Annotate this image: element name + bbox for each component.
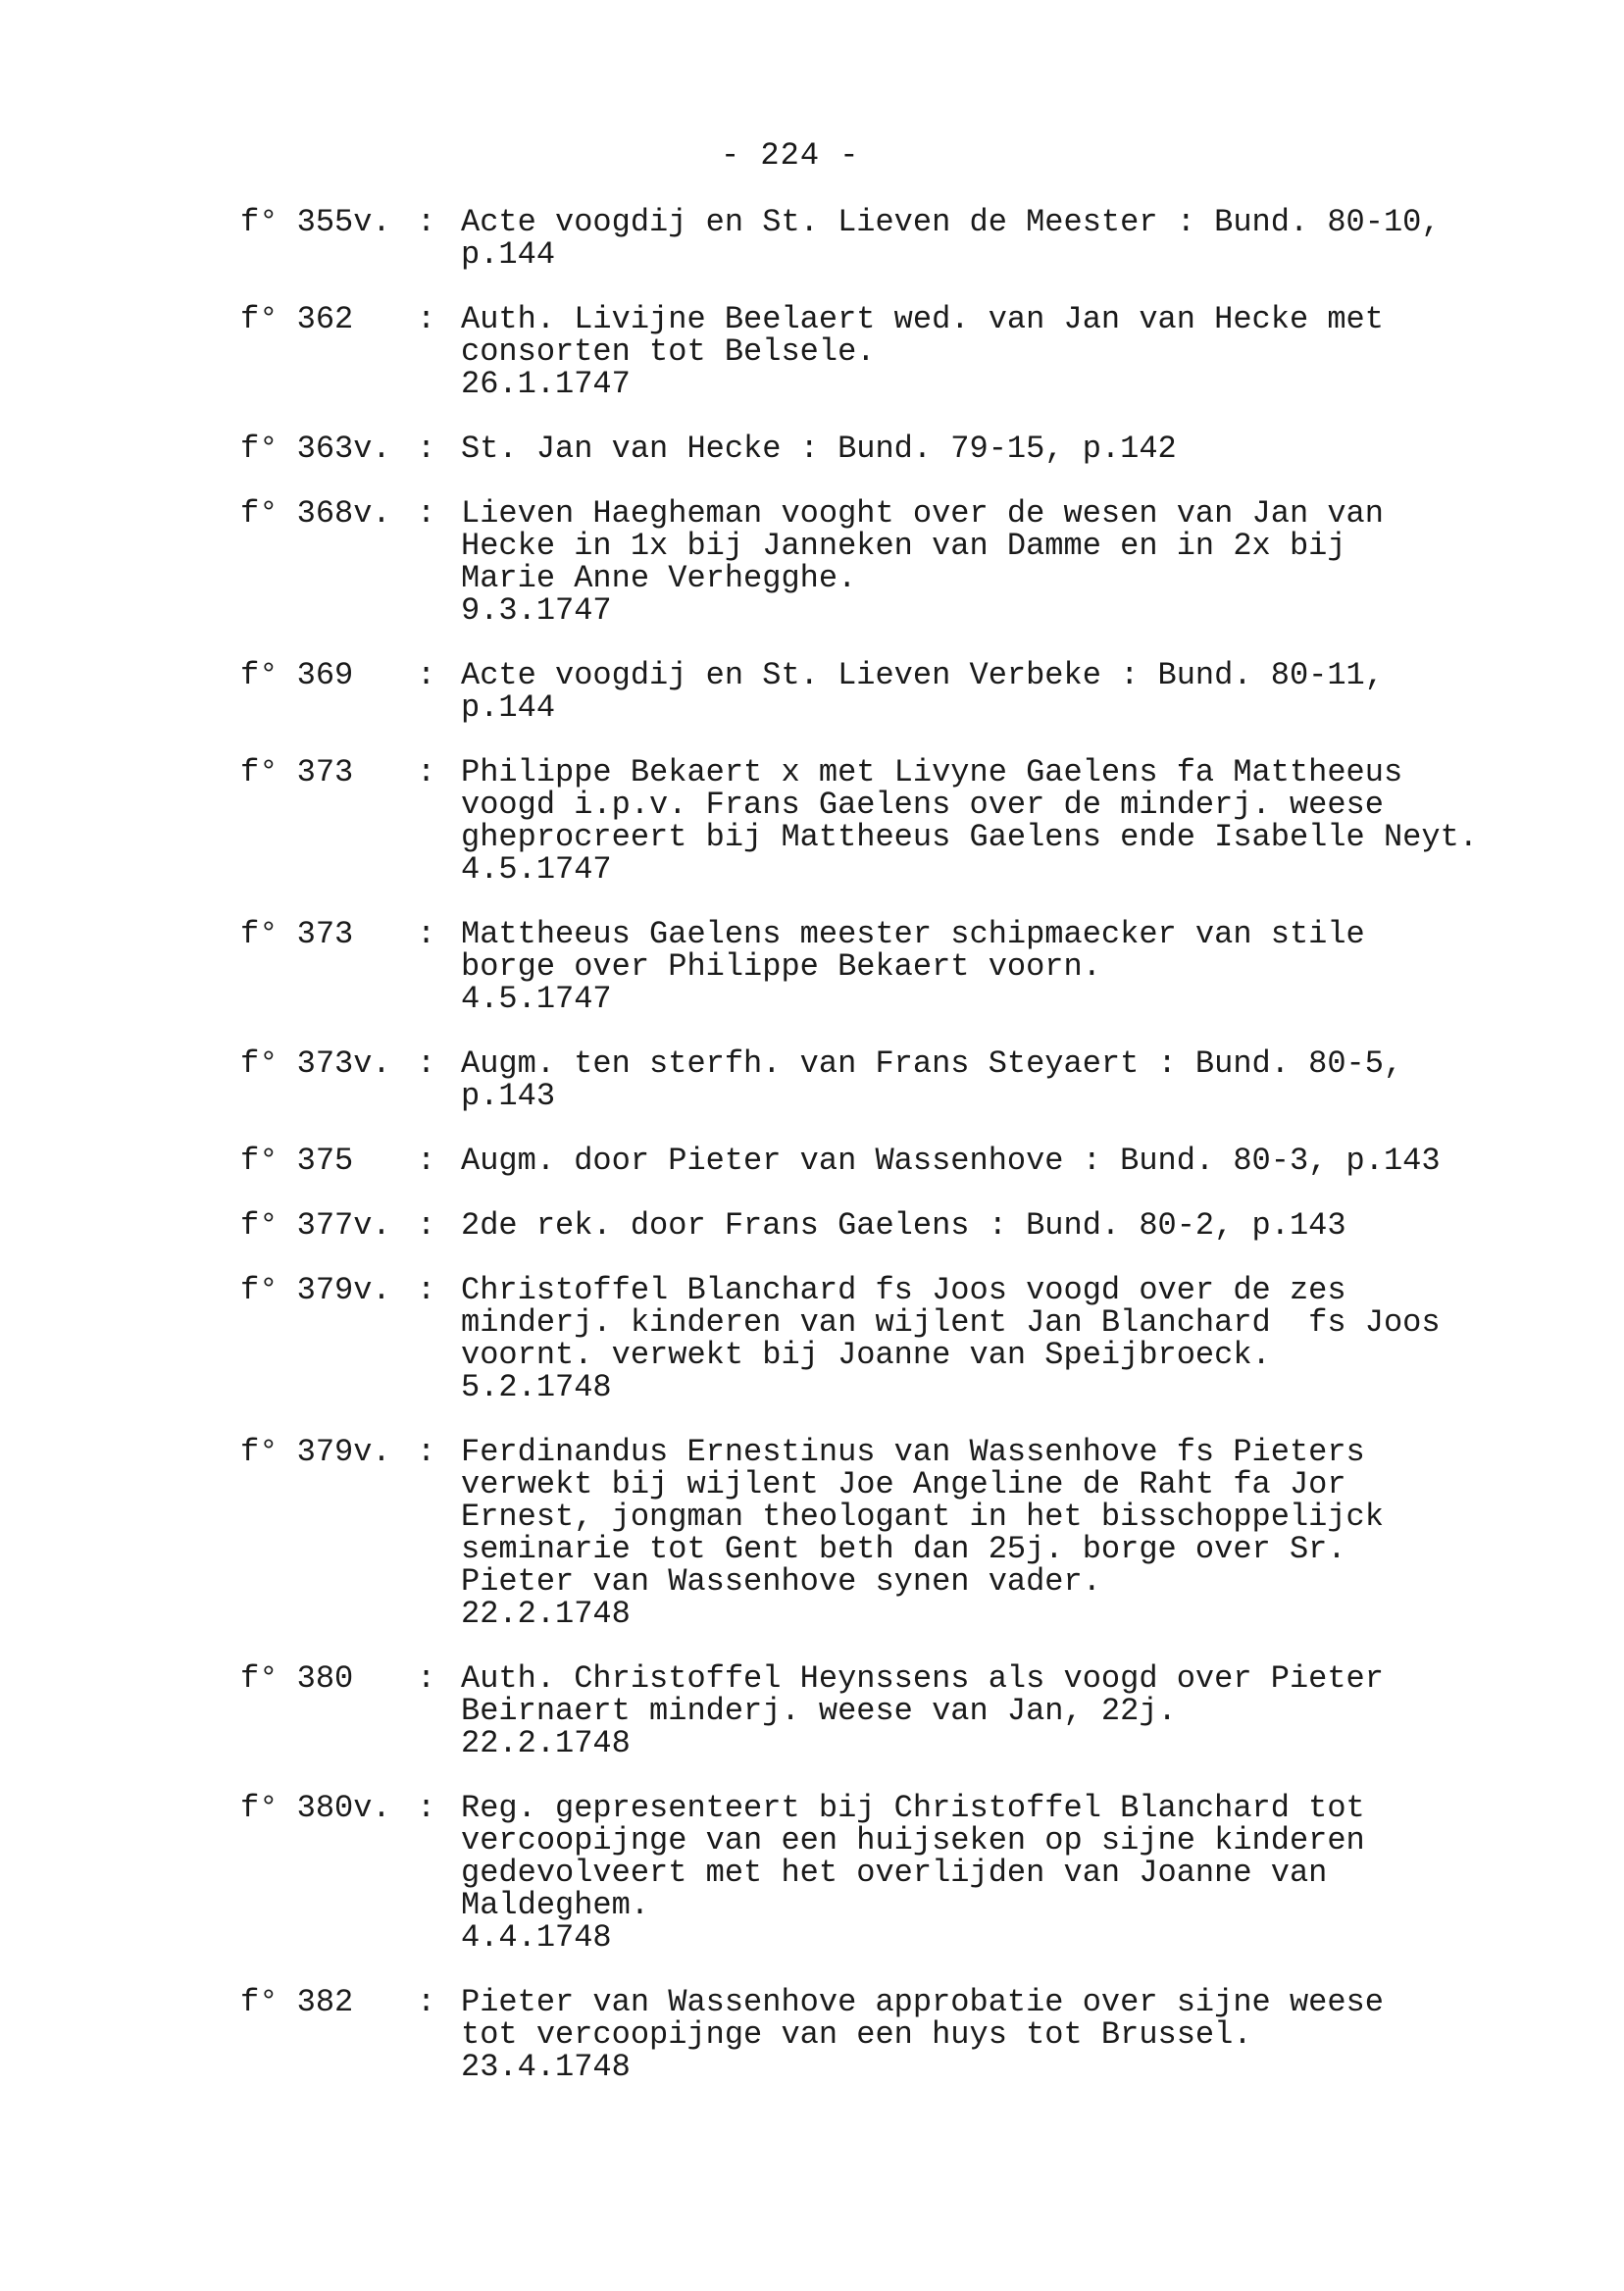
entry-line: p.143 xyxy=(461,1078,556,1114)
folio-reference: f° 373 xyxy=(240,754,354,790)
folio-separator: : xyxy=(417,1207,436,1244)
entry-line: Augm. ten sterfh. van Frans Steyaert : Bund. 80-5, xyxy=(461,1045,1403,1082)
register-entry xyxy=(240,433,1476,465)
page-number: - 224 - xyxy=(721,137,860,174)
folio-separator: : xyxy=(417,1143,436,1179)
entry-line: Auth. Livijne Beelaert wed. van Jan van Hecke met xyxy=(461,301,1384,337)
entry-line: tot vercoopijnge van een huys tot Brussel. xyxy=(461,2016,1252,2053)
entry-body xyxy=(461,659,1476,724)
entry-line: Auth. Christoffel Heynssens als voogd over Pieter xyxy=(461,1660,1384,1697)
entry-line: seminarie tot Gent beth dan 25j. borge over Sr. xyxy=(461,1531,1346,1567)
register-entry xyxy=(240,1436,1476,1630)
entry-line: borge over Philippe Bekaert voorn. xyxy=(461,948,1101,985)
entry-line: Hecke in 1x bij Janneken van Damme en in 2x bij xyxy=(461,528,1346,564)
entry-body xyxy=(461,433,1476,465)
entry-line: St. Jan van Hecke : Bund. 79-15, p.142 xyxy=(461,431,1177,467)
entry-body xyxy=(461,918,1476,1015)
entry-body xyxy=(461,1792,1476,1954)
entry-line: p.144 xyxy=(461,689,556,726)
register-entry xyxy=(240,1274,1476,1403)
entry-line: gedevolveert met het overlijden van Joanne van xyxy=(461,1855,1328,1891)
folio-reference: f° 368v. xyxy=(240,495,391,532)
folio-separator: : xyxy=(417,1984,436,2020)
folio-separator: : xyxy=(417,754,436,790)
register-entry xyxy=(240,1209,1476,1242)
entry-line: Maldeghem. xyxy=(461,1887,650,1923)
folio-separator: : xyxy=(417,657,436,693)
entry-body xyxy=(461,756,1478,886)
entry-line: Ferdinandus Ernestinus van Wassenhove fs Pieters xyxy=(461,1434,1365,1470)
folio-reference: f° 382 xyxy=(240,1984,354,2020)
entry-line: consorten tot Belsele. xyxy=(461,333,876,370)
entry-line: Augm. door Pieter van Wassenhove : Bund. 80-3, p.143 xyxy=(461,1143,1441,1179)
entry-line: Mattheeus Gaelens meester schipmaecker van stile xyxy=(461,916,1365,952)
entry-body xyxy=(461,1209,1476,1242)
register-entry xyxy=(240,1792,1476,1954)
folio-reference: f° 379v. xyxy=(240,1272,391,1308)
folio-reference: f° 375 xyxy=(240,1143,354,1179)
folio-reference: f° 380 xyxy=(240,1660,354,1697)
entry-line: 23.4.1748 xyxy=(461,2049,631,2085)
folio-separator: : xyxy=(417,431,436,467)
folio-separator: : xyxy=(417,916,436,952)
entry-line: 2de rek. door Frans Gaelens : Bund. 80-2, p.143 xyxy=(461,1207,1346,1244)
entry-line: Ernest, jongman theologant in het bisschoppelijck xyxy=(461,1499,1384,1535)
entry-line: 5.2.1748 xyxy=(461,1369,612,1405)
folio-reference: f° 377v. xyxy=(240,1207,391,1244)
folio-separator: : xyxy=(417,204,436,240)
entry-body xyxy=(461,1047,1476,1112)
entry-line: Acte voogdij en St. Lieven de Meester : Bund. 80-10, xyxy=(461,204,1441,240)
folio-separator: : xyxy=(417,1790,436,1826)
entry-line: Philippe Bekaert x met Livyne Gaelens fa Mattheeus xyxy=(461,754,1403,790)
entry-line: Pieter van Wassenhove approbatie over sijne weese xyxy=(461,1984,1384,2020)
register-entry xyxy=(240,1047,1476,1112)
folio-separator: : xyxy=(417,1045,436,1082)
entry-line: verwekt bij wijlent Joe Angeline de Raht fa Jor xyxy=(461,1466,1346,1502)
entry-line: 4.5.1747 xyxy=(461,851,612,888)
entry-line: 26.1.1747 xyxy=(461,366,631,402)
entry-body xyxy=(461,206,1476,271)
entry-line: 4.4.1748 xyxy=(461,1919,612,1956)
folio-reference: f° 373 xyxy=(240,916,354,952)
entry-line: Christoffel Blanchard fs Joos voogd over de zes xyxy=(461,1272,1346,1308)
folio-reference: f° 380v. xyxy=(240,1790,391,1826)
folio-reference: f° 362 xyxy=(240,301,354,337)
entry-line: Acte voogdij en St. Lieven Verbeke : Bund. 80-11, xyxy=(461,657,1384,693)
register-entry xyxy=(240,1662,1476,1759)
entry-line: Pieter van Wassenhove synen vader. xyxy=(461,1563,1101,1600)
register-entry xyxy=(240,918,1476,1015)
register-entry xyxy=(240,756,1476,886)
folio-separator: : xyxy=(417,301,436,337)
folio-reference: f° 355v. xyxy=(240,204,391,240)
folio-separator: : xyxy=(417,1272,436,1308)
entry-line: Lieven Haegheman vooght over de wesen van Jan van xyxy=(461,495,1384,532)
entry-list xyxy=(240,206,1476,2115)
entry-line: 22.2.1748 xyxy=(461,1725,631,1761)
folio-reference: f° 373v. xyxy=(240,1045,391,1082)
folio-reference: f° 363v. xyxy=(240,431,391,467)
entry-line: voogd i.p.v. Frans Gaelens over de minderj. weese xyxy=(461,787,1384,823)
entry-line: Reg. gepresenteert bij Christoffel Blanchard tot xyxy=(461,1790,1365,1826)
entry-body xyxy=(461,1145,1476,1177)
register-entry xyxy=(240,497,1476,627)
register-entry xyxy=(240,303,1476,400)
entry-line: p.144 xyxy=(461,236,556,273)
folio-separator: : xyxy=(417,1434,436,1470)
register-entry xyxy=(240,659,1476,724)
register-entry xyxy=(240,1145,1476,1177)
folio-reference: f° 379v. xyxy=(240,1434,391,1470)
entry-body xyxy=(461,1436,1476,1630)
register-entry xyxy=(240,206,1476,271)
entry-line: 9.3.1747 xyxy=(461,592,612,629)
entry-line: Marie Anne Verhegghe. xyxy=(461,560,857,596)
entry-line: gheprocreert bij Mattheeus Gaelens ende Isabelle Neyt. xyxy=(461,819,1478,855)
entry-body xyxy=(461,1986,1476,2083)
entry-line: 22.2.1748 xyxy=(461,1596,631,1632)
entry-line: voornt. verwekt bij Joanne van Speijbroeck. xyxy=(461,1337,1271,1373)
entry-body xyxy=(461,1274,1476,1403)
entry-body xyxy=(461,1662,1476,1759)
entry-body xyxy=(461,497,1476,627)
entry-body xyxy=(461,303,1476,400)
folio-separator: : xyxy=(417,1660,436,1697)
entry-line: minderj. kinderen van wijlent Jan Blanchard fs Joos xyxy=(461,1304,1441,1341)
entry-line: 4.5.1747 xyxy=(461,981,612,1017)
register-entry xyxy=(240,1986,1476,2083)
entry-line: Beirnaert minderj. weese van Jan, 22j. xyxy=(461,1693,1177,1729)
folio-reference: f° 369 xyxy=(240,657,354,693)
folio-separator: : xyxy=(417,495,436,532)
entry-line: vercoopijnge van een huijseken op sijne kinderen xyxy=(461,1822,1365,1858)
